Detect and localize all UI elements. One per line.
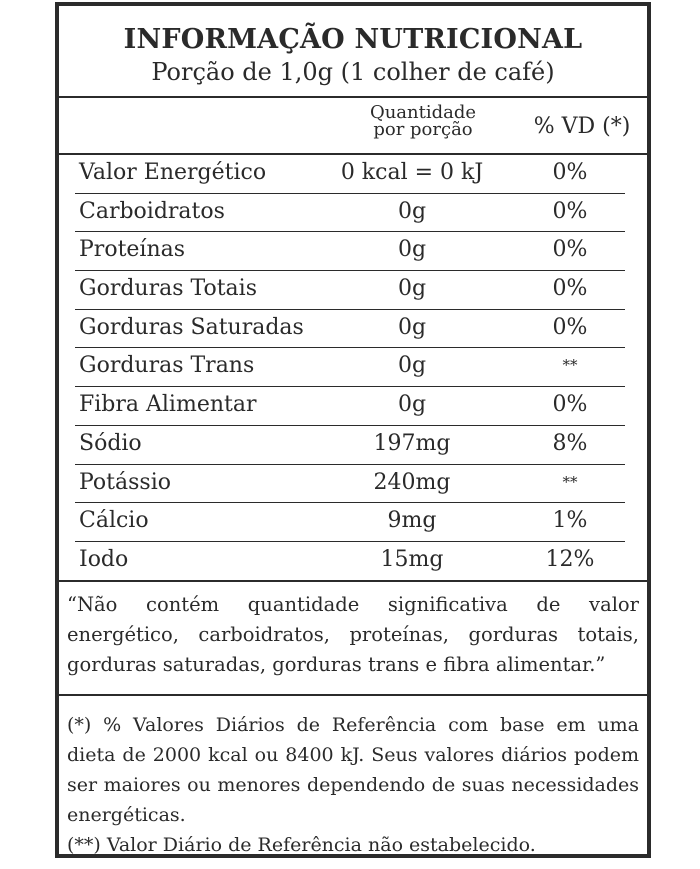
nutrient-daily-value: 8% — [552, 430, 588, 456]
nutrient-daily-value: 0% — [552, 237, 588, 263]
nutrient-daily-value: 1% — [552, 508, 588, 534]
table-row — [75, 542, 625, 580]
nutrition-facts-label — [55, 2, 651, 858]
nutrient-amount: 0g — [397, 237, 427, 263]
nutrient-name: Gorduras Trans — [79, 353, 255, 379]
serving-size: Porção de 1,0g (1 colher de café) — [151, 58, 555, 86]
nutrient-amount: 0g — [397, 314, 427, 340]
nutrient-daily-value: 0% — [552, 160, 588, 185]
table-row — [75, 348, 625, 387]
reference-footnote: (*) % Valores Diários de Referência com base em uma dieta de 2000 kcal ou 8400 kJ. Seus valores diários podem ser maiores ou menores dependendo de suas necessidades energéticas. — [67, 713, 639, 826]
quantity-column-header — [359, 104, 487, 138]
not-significant-note: “Não contém quantidade significativa de valor energético, carboidratos, proteínas, gorduras totais, gorduras saturadas, gorduras trans e fibra alimentar.” — [59, 582, 647, 696]
nutrient-name: Proteínas — [79, 237, 186, 263]
nutrient-amount: 0g — [397, 353, 427, 379]
table-row — [75, 194, 625, 233]
nutrient-amount: 0g — [397, 276, 427, 302]
nutrient-daily-value: ** — [562, 356, 578, 375]
table-row — [75, 232, 625, 271]
table-row — [75, 465, 625, 504]
nutrient-name: Fibra Alimentar — [79, 392, 257, 418]
nutrient-daily-value: 0% — [552, 392, 588, 418]
table-row — [75, 503, 625, 542]
nutrient-amount: 197mg — [373, 430, 451, 456]
nutrient-amount: 15mg — [380, 546, 444, 572]
footnotes — [59, 696, 647, 860]
nutrient-table — [59, 155, 647, 582]
nutrient-daily-value: 0% — [552, 276, 588, 302]
nutrient-name: Sódio — [79, 430, 142, 456]
nutrient-name: Cálcio — [79, 508, 149, 534]
nutrient-amount: 9mg — [387, 508, 437, 534]
label-header — [59, 6, 647, 98]
nutrient-name: Iodo — [79, 546, 129, 572]
nutrient-name: Gorduras Saturadas — [79, 314, 304, 340]
nutrient-name: Gorduras Totais — [79, 276, 257, 302]
not-established-footnote: (**) Valor Diário de Referência não estabelecido. — [67, 833, 536, 856]
nutrient-name: Carboidratos — [79, 198, 225, 224]
nutrient-amount: 0g — [397, 392, 427, 418]
label-title: INFORMAÇÃO NUTRICIONAL — [123, 24, 583, 55]
quantity-header-line2: por porção — [373, 119, 473, 140]
daily-value-column-header: % VD (*) — [533, 114, 631, 139]
table-row — [75, 155, 625, 194]
nutrient-amount: 0g — [397, 198, 427, 224]
nutrient-daily-value: 0% — [552, 198, 588, 224]
nutrient-daily-value: 0% — [552, 314, 588, 340]
nutrient-amount: 240mg — [373, 469, 451, 495]
nutrient-daily-value: ** — [562, 472, 578, 491]
table-row — [75, 271, 625, 310]
nutrient-daily-value: 12% — [545, 546, 595, 572]
nutrient-amount: 0 kcal = 0 kJ — [340, 160, 484, 185]
quantity-header-line1: Quantidade — [369, 102, 477, 123]
table-row — [75, 310, 625, 349]
table-row — [75, 387, 625, 426]
nutrient-name: Valor Energético — [79, 160, 267, 185]
table-row — [75, 426, 625, 465]
nutrient-name: Potássio — [79, 469, 171, 495]
column-headers — [59, 98, 647, 155]
